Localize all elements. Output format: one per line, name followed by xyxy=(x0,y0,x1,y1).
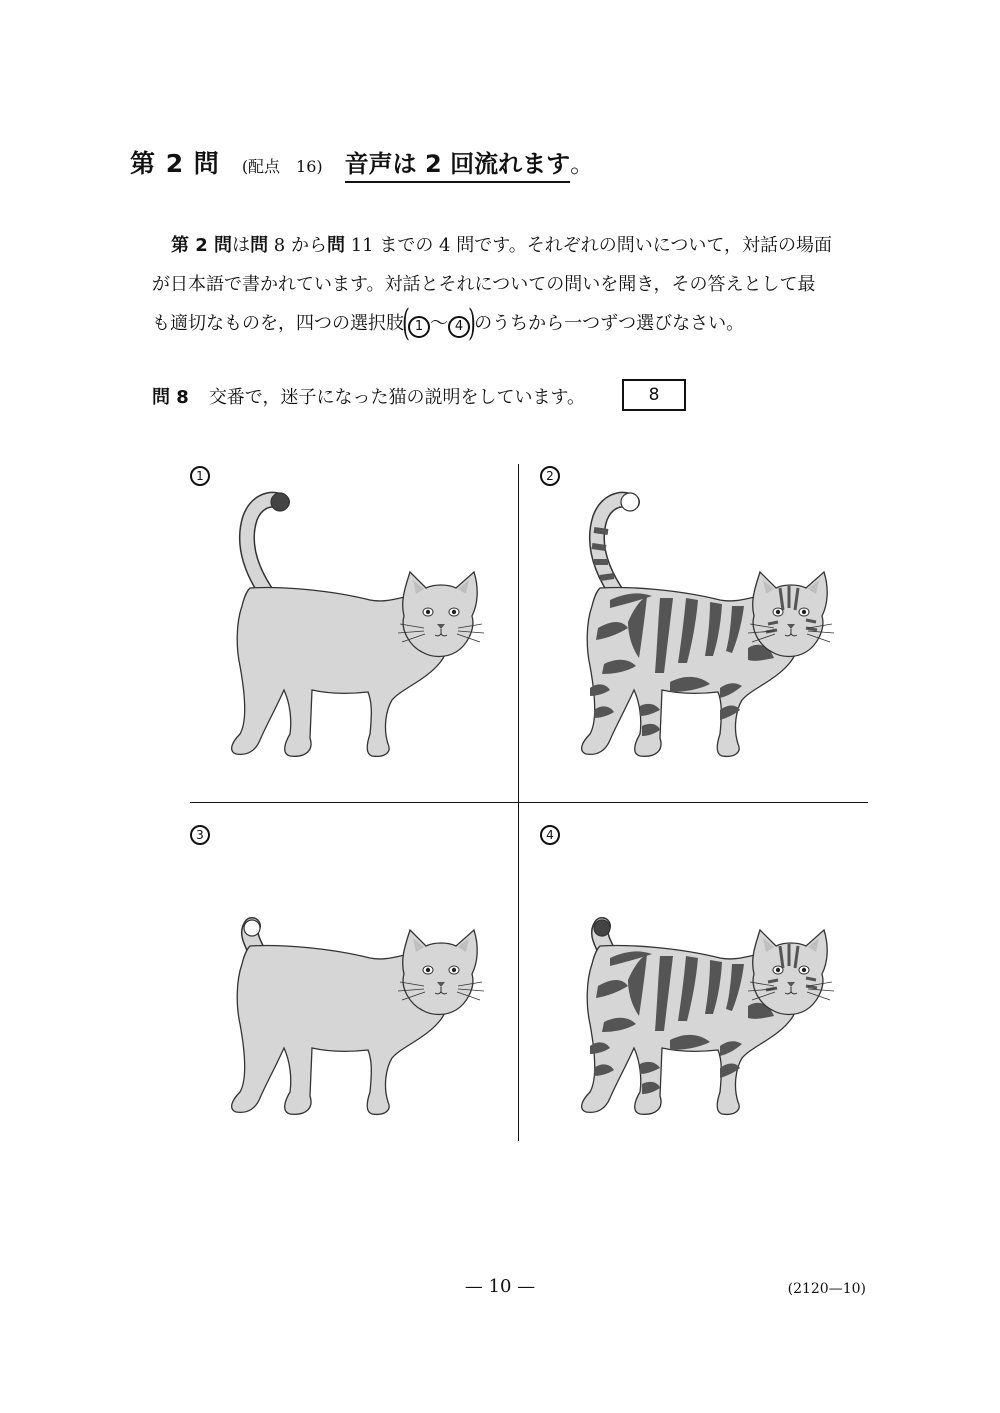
instr-a: は xyxy=(232,235,251,256)
cat-tail-tip xyxy=(244,920,260,936)
paren-open: ( xyxy=(402,303,410,344)
cat-tail-stripe-1 xyxy=(592,546,606,548)
question-label xyxy=(152,383,189,409)
instr-e: 11 までの 4 問です。それぞれの問いについて，対話の場面 xyxy=(344,235,833,256)
cat-pupil-right xyxy=(802,968,806,972)
instructions-line-3 xyxy=(152,304,872,343)
audio-notice: 音声は 2 回流れます xyxy=(345,144,570,183)
cat-head-stripe-3 xyxy=(768,622,778,624)
audio-notice-wrap xyxy=(345,144,594,183)
option-marker-2[interactable]: 2 xyxy=(540,466,560,486)
cat-head-stripe-3 xyxy=(768,980,778,982)
instructions-line-2: が日本語で書かれています。対話とそれについての問いを聞き，その答えとして最 xyxy=(152,274,816,295)
section-header xyxy=(130,144,594,188)
cat-head-stripe-6 xyxy=(806,986,817,988)
points-label: (配点 16) xyxy=(241,157,323,176)
instr-l3a: も適切なものを，四つの選択肢 xyxy=(152,313,404,334)
question-8 xyxy=(152,380,585,412)
audio-notice-end: 。 xyxy=(570,150,595,178)
circled-4: 4 xyxy=(448,316,470,338)
exam-code: (2120—10) xyxy=(787,1281,866,1297)
cat-pupil-left xyxy=(426,968,430,972)
cat-head-stripe-5 xyxy=(806,978,816,980)
instr-c: 8 から xyxy=(268,235,327,256)
cat-tail-tip xyxy=(594,920,610,936)
tilde: ～ xyxy=(430,313,449,334)
instr-q: 第 2 問 xyxy=(171,235,233,256)
instructions-line-1 xyxy=(152,226,872,265)
cat-illustration-3[interactable] xyxy=(220,846,490,1122)
cat-illustration-2[interactable] xyxy=(570,488,840,764)
cat-pupil-right xyxy=(452,968,456,972)
cat-pupil-left xyxy=(776,968,780,972)
cat-tail-tip xyxy=(271,493,289,511)
page-number: — 10 — xyxy=(464,1276,536,1297)
cat-group xyxy=(232,493,484,756)
grid-horizontal-divider xyxy=(190,802,868,803)
cat-pupil-left xyxy=(426,610,430,614)
option-marker-1[interactable]: 1 xyxy=(190,466,210,486)
cat-tail-stripe-0 xyxy=(594,530,608,532)
question-title: 第 2 問 xyxy=(130,149,220,178)
cat-group xyxy=(582,920,834,1114)
cat-illustration-4[interactable] xyxy=(570,846,840,1122)
instructions xyxy=(152,226,872,343)
cat-pupil-left xyxy=(776,610,780,614)
instr-b: 問 xyxy=(250,235,269,256)
cat-head-stripe-5 xyxy=(806,620,816,622)
answer-box[interactable]: 8 xyxy=(622,379,686,411)
instr-d: 問 xyxy=(326,235,345,256)
question-number: 8 xyxy=(176,387,189,408)
question-label-text: 問 xyxy=(152,387,170,408)
circled-1: 1 xyxy=(408,316,430,338)
cat-tail-tip xyxy=(621,493,639,511)
option-marker-4[interactable]: 4 xyxy=(540,825,560,845)
option-marker-3[interactable]: 3 xyxy=(190,825,210,845)
paren-close: ) xyxy=(468,303,476,344)
question-text: 交番で，迷子になった猫の説明をしています。 xyxy=(208,387,586,408)
cat-tail-stripe-3 xyxy=(600,576,614,578)
cat-illustration-1[interactable] xyxy=(220,488,490,764)
cat-pupil-right xyxy=(802,610,806,614)
cat-pupil-right xyxy=(452,610,456,614)
cat-group xyxy=(232,920,484,1114)
cat-group xyxy=(582,493,834,756)
instr-l3b: のうちから一つずつ選びなさい。 xyxy=(474,313,745,334)
cat-head-stripe-6 xyxy=(806,628,817,630)
